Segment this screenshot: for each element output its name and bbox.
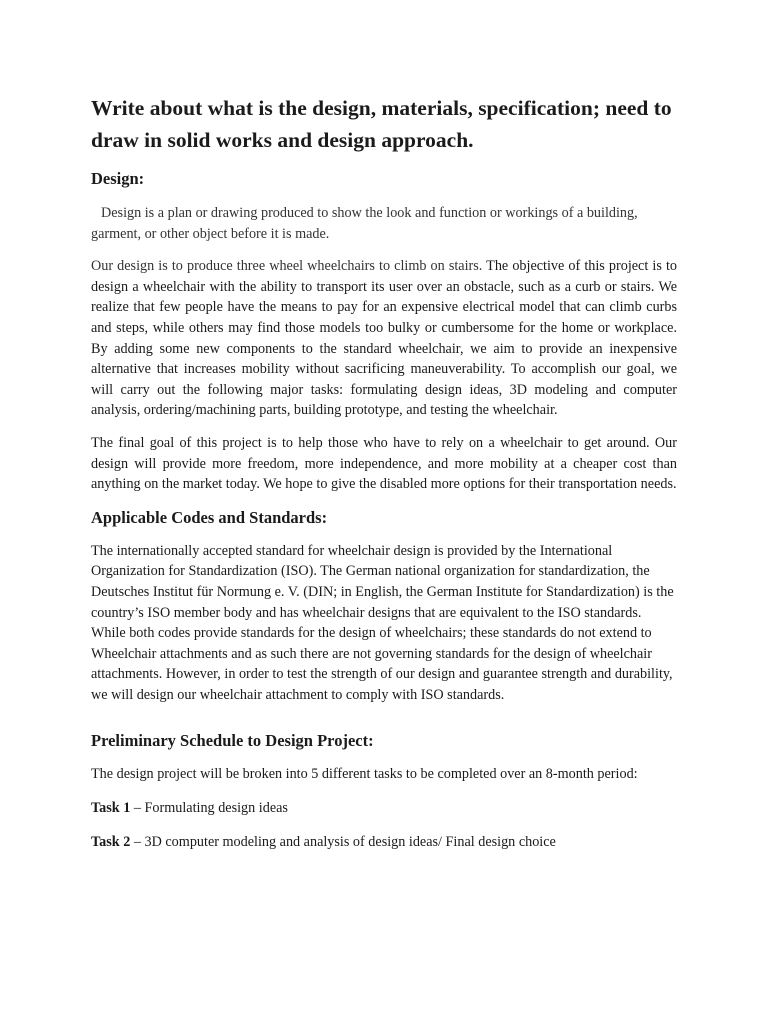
design-objective-body: The objective of this project is to design a wheelchair with the ability to transport its user over an obstacle, such as a curb or stairs. We realize that few people have the means to pay for an expensive electrical model that can climb curbs and steps, while others may find those models too bulky or cumbersome for the home or workplace. By adding some new components to the standard wheelchair, we aim to provide an inexpensive alternative that increases mobility without sacrificing maneuverability. To accomplish our goal, we will carry out the following major tasks: formulating design ideas, 3D modeling and computer analysis, ordering/machining parts, building prototype, and testing the wheelchair.: [91, 258, 677, 419]
task-description: – Formulating design ideas: [130, 800, 288, 817]
schedule-intro: The design project will be broken into 5 different tasks to be completed over an 8-month period:: [91, 766, 638, 783]
task-label: Task 2: [91, 833, 131, 850]
task-item-1: [91, 798, 677, 819]
task-item-2: [91, 832, 677, 853]
design-goal-paragraph: The final goal of this project is to help those who have to rely on a wheelchair to get around. Our design will provide more freedom, more independence, and more mobility at a cheaper cost than anything on the market today. We hope to give the disabled more options for their transportation needs.: [91, 434, 677, 493]
codes-heading: Applicable Codes and Standards:: [91, 507, 328, 527]
document-page: [91, 92, 677, 865]
codes-paragraph: The internationally accepted standard for wheelchair design is provided by the International Organization for Standardization (ISO). The German national organization for standardization, the Deutsches Institut für Normung e. V. (DIN; in English, the German Institute for Standardization) is the country’s ISO member body and has wheelchair designs that are equivalent to the ISO standards. While both codes provide standards for the design of wheelchairs; these standards do not extend to Wheelchair attachments and as such there are not governing standards for the design of wheelchair attachments. However, in order to test the strength of our design and guarantee strength and durability, we will design our wheelchair attachment to comply with ISO standards.: [91, 542, 674, 703]
task-description: – 3D computer modeling and analysis of design ideas/ Final design choice: [130, 833, 556, 850]
design-objective-paragraph: [91, 256, 677, 421]
design-objective-lead: Our design is to produce three wheel wheelchairs to climb on stairs.: [91, 258, 483, 275]
page-title: Write about what is the design, materials, specification; need to draw in solid works and design approach.: [91, 96, 672, 152]
task-label: Task 1: [91, 800, 131, 817]
design-heading: Design:: [91, 169, 145, 188]
schedule-heading: Preliminary Schedule to Design Project:: [91, 731, 374, 751]
design-definition-paragraph: Design is a plan or drawing produced to show the look and function or workings of a building, garment, or other object before it is made.: [91, 205, 638, 242]
